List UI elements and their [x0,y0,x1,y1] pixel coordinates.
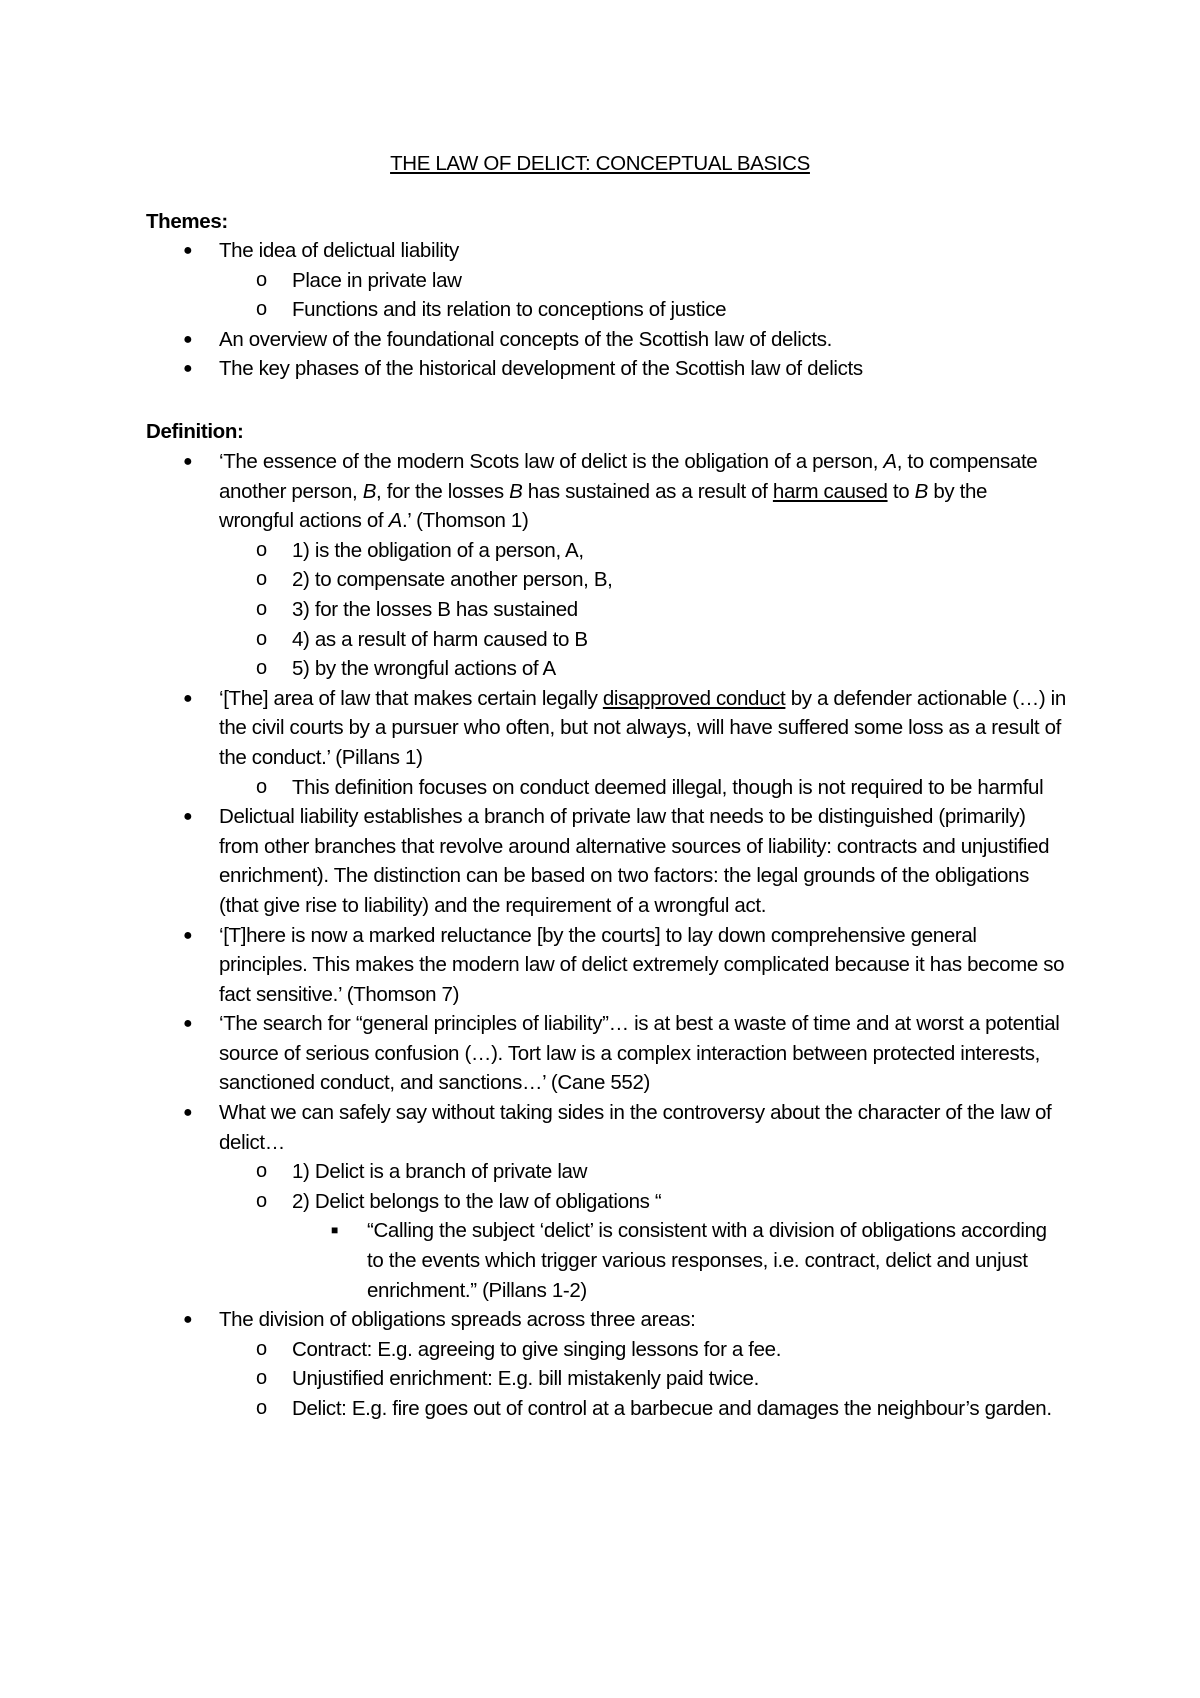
themes-list [0,236,1200,384]
bullet-icon: ● [183,242,193,259]
list-item: ● An overview of the foundational concepts of the Scottish law of delicts. [0,325,1066,355]
list-item: o 2) to compensate another person, B, [0,565,1066,595]
square-bullet-icon: ■ [331,1223,338,1238]
list-item: o 5) by the wrongful actions of A [0,654,1066,684]
bullet-icon: ● [183,1015,193,1033]
circle-bullet-icon: o [256,657,267,680]
circle-bullet-icon: o [256,568,267,591]
list-item: o 1) Delict is a branch of private law [0,1157,1066,1187]
list-item: o 1) is the obligation of a person, A, [0,536,1066,566]
list-item: ● What we can safely say without taking sides in the controversy about the character of the law of delict… [0,1098,1066,1157]
bullet-icon: ● [183,330,193,348]
list-item: ● ‘[T]here is now a marked reluctance [by the courts] to lay down comprehensive general principles. This makes the modern law of delict extremely complicated because it has become so fact sensitive.’ (Thomson 7) [0,921,1066,1010]
circle-bullet-icon: o [256,268,267,291]
circle-bullet-icon: o [256,1367,267,1390]
bullet-icon: ● [183,808,193,826]
list-item: ● ‘The search for “general principles of liability”… is at best a waste of time and at worst a potential source of serious confusion (…). Tort law is a complex interaction between protected interests, sanctioned conduct, and sanctions…’ (Cane 552) [0,1009,1066,1098]
definition-list [0,447,1200,1424]
circle-bullet-icon: o [256,1160,267,1183]
circle-bullet-icon: o [256,627,267,650]
bullet-icon: ● [183,453,193,470]
definition-heading: Definition: [146,420,244,443]
circle-bullet-icon: o [256,538,267,561]
list-item: o 3) for the losses B has sustained [0,595,1066,625]
bullet-icon: ● [183,1104,193,1122]
list-item-thomson-definition: ● ‘The essence of the modern Scots law of delict is the obligation of a person, A, to compensate another person, B, for the losses B has sustained as a result of harm caused to B by the wrongful actions of A.’ (Thomson 1) [0,447,1066,536]
bullet-icon: ● [183,360,193,378]
list-item: ■ “Calling the subject ‘delict’ is consistent with a division of obligations according to the events which trigger various responses, i.e. contract, delict and unjust enrichment.” (Pillans 1-2) [0,1216,1067,1305]
list-item: o Contract: E.g. agreeing to give singing lessons for a fee. [0,1335,1066,1365]
circle-bullet-icon: o [256,1337,267,1360]
circle-bullet-icon: o [256,1397,267,1419]
list-item: o Unjustified enrichment: E.g. bill mistakenly paid twice. [0,1364,1066,1394]
list-item: ● The key phases of the historical development of the Scottish law of delicts [0,354,1066,384]
bullet-icon: ● [183,1311,193,1329]
themes-heading: Themes: [146,210,228,233]
list-item: ● Delictual liability establishes a branch of private law that needs to be distinguished (primarily) from other branches that revolve around alternative sources of liability: contracts and unjustified enrichment). The distinction can be based on two factors: the legal grounds of the obligations (that give rise to liability) and the requirement of a wrongful act. [0,802,1066,920]
list-item: o Functions and its relation to conceptions of justice [0,295,1066,325]
circle-bullet-icon: o [256,1189,267,1212]
list-item: o Place in private law [0,266,1066,296]
list-item: o 2) Delict belongs to the law of obligations “ [0,1187,1066,1217]
circle-bullet-icon: o [256,775,267,798]
list-item: ● The idea of delictual liability [0,236,1066,266]
page-title: THE LAW OF DELICT: CONCEPTUAL BASICS [390,152,810,175]
list-item: o This definition focuses on conduct deemed illegal, though is not required to be harmful [0,773,1066,803]
list-item: ● The division of obligations spreads across three areas: [0,1305,1066,1335]
list-item: o Delict: E.g. fire goes out of control at a barbecue and damages the neighbour’s garden. [0,1394,1066,1424]
bullet-icon: ● [183,689,193,707]
bullet-icon: ● [183,926,193,944]
circle-bullet-icon: o [256,298,267,321]
circle-bullet-icon: o [256,597,267,620]
list-item: o 4) as a result of harm caused to B [0,625,1066,655]
list-item-pillans-definition: ● ‘[The] area of law that makes certain legally disapproved conduct by a defender actionable (…) in the civil courts by a pursuer who often, but not always, will have suffered some loss as a result of the conduct.’ (Pillans 1) [0,684,1066,773]
